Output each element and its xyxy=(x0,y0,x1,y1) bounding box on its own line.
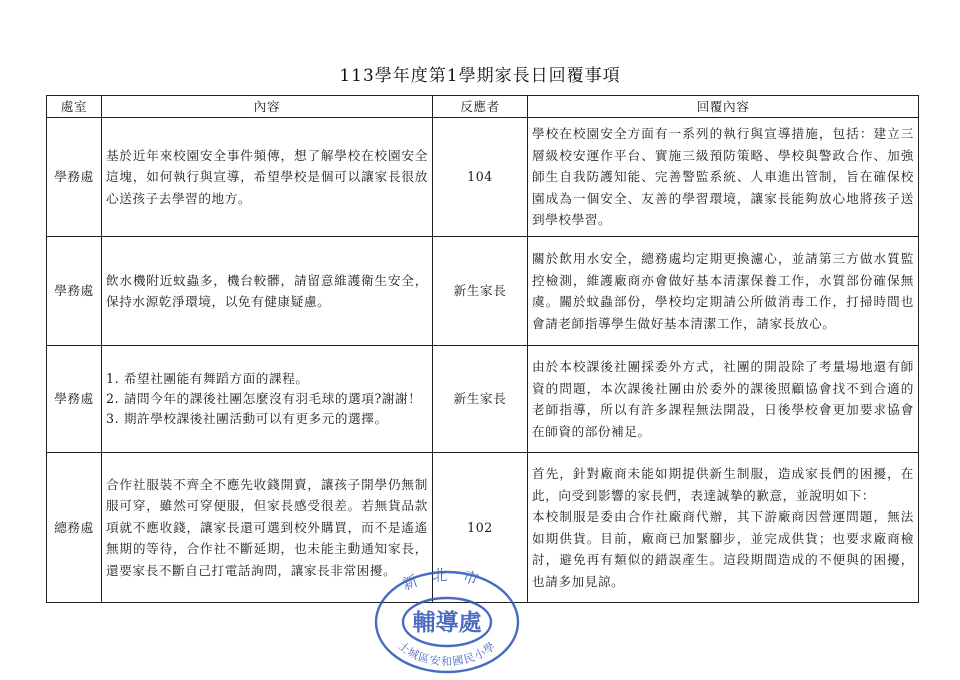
stamp-bottom-text: 土城區安和國民小學 xyxy=(395,639,499,668)
header-office: 處室 xyxy=(47,96,102,118)
table-row xyxy=(47,346,919,453)
row-responder: 新生家長 xyxy=(433,237,528,346)
row-reply-text: 關於飲用水安全，總務處均定期更換濾心，並請第三方做水質監控檢測，維護廠商亦會做好基本清潔保養工作，水質部份確保無虞。關於蚊蟲部份，學校均定期請公所做消毒工作，打掃時間也會請老師指導學生做好基本清潔工作，請家長放心。 xyxy=(532,251,914,331)
row-content xyxy=(102,237,433,346)
header-content: 內容 xyxy=(102,96,433,118)
row-content-text: 飲水機附近蚊蟲多，機台較髒，請留意維護衛生安全，保持水源乾淨環境，以免有健康疑慮。 xyxy=(106,272,428,309)
row-reply xyxy=(528,118,919,237)
header-reply: 回覆內容 xyxy=(528,96,919,118)
row-content-text: 合作社服裝不齊全不應先收錢開賣，讓孩子開學仍無制服可穿，雖然可穿便服，但家長感受很差。若無貨品款項就不應收錢，讓家長還可選到校外購買，而不是遙遙無期的等待，合作社不斷延期，也未能主動通知家長，還要家長不斷自己打電話詢問，讓家長非常困擾。 xyxy=(106,476,428,578)
row-office: 學務處 xyxy=(47,346,102,453)
table-row xyxy=(47,237,919,346)
official-seal-stamp xyxy=(372,568,522,676)
row-reply-paragraph: 首先，針對廠商未能如期提供新生制服，造成家長們的困擾，在此，向受到影響的家長們，表達誠摯的歉意，並說明如下： xyxy=(532,466,914,503)
row-reply xyxy=(528,237,919,346)
table-row xyxy=(47,118,919,237)
header-responder: 反應者 xyxy=(433,96,528,118)
row-responder: 104 xyxy=(433,118,528,237)
content-item: 2. 請問今年的課後社團怎麼沒有羽毛球的選項?謝謝！ xyxy=(106,391,422,406)
row-reply-paragraph: 本校制服是委由合作社廠商代辦，其下游廠商因營運問題，無法如期供貨。目前，廠商已加緊腳步，並完成供貨；也要求廠商檢討，避免再有類似的錯誤產生。這段期間造成的不便與的困擾，也請多加見諒。 xyxy=(532,509,914,589)
row-office: 學務處 xyxy=(47,118,102,237)
row-reply-text: 由於本校課後社團採委外方式，社團的開設除了考量場地還有師資的問題，本次課後社團由於委外的課後照顧協會找不到合適的老師指導，所以有許多課程無法開設，日後學校會更加要求協會在師資的部份補足。 xyxy=(532,359,914,439)
stamp-top-text: 新北市 xyxy=(400,568,494,594)
row-content xyxy=(102,346,433,453)
row-office: 總務處 xyxy=(47,453,102,603)
content-item: 3. 期許學校課後社團活動可以有更多元的選擇。 xyxy=(106,411,388,426)
row-reply xyxy=(528,346,919,453)
document-title: 113學年度第1學期家長日回覆事項 xyxy=(339,66,621,86)
row-responder: 新生家長 xyxy=(433,346,528,453)
table-header-row xyxy=(47,96,919,118)
content-item: 1. 希望社團能有舞蹈方面的課程。 xyxy=(106,371,309,386)
row-content-text: 基於近年來校園安全事件頻傳，想了解學校在校園安全這塊，如何執行與宣導，希望學校是個可以讓家長很放心送孩子去學習的地方。 xyxy=(106,147,428,206)
row-reply-text: 學校在校園安全方面有一系列的執行與宣導措施，包括：建立三層級校安運作平台、實施三級預防策略、學校與警政合作、加強師生自我防護知能、完善警監系統、人車進出管制，旨在確保校園成為一個安全、友善的學習環境，讓家長能夠放心地將孩子送到學校學習。 xyxy=(532,126,914,228)
row-reply xyxy=(528,453,919,603)
reply-table xyxy=(46,95,919,603)
row-content xyxy=(102,118,433,237)
row-responder: 102 xyxy=(433,453,528,603)
stamp-center-text: 輔導處 xyxy=(412,609,482,636)
row-office: 學務處 xyxy=(47,237,102,346)
